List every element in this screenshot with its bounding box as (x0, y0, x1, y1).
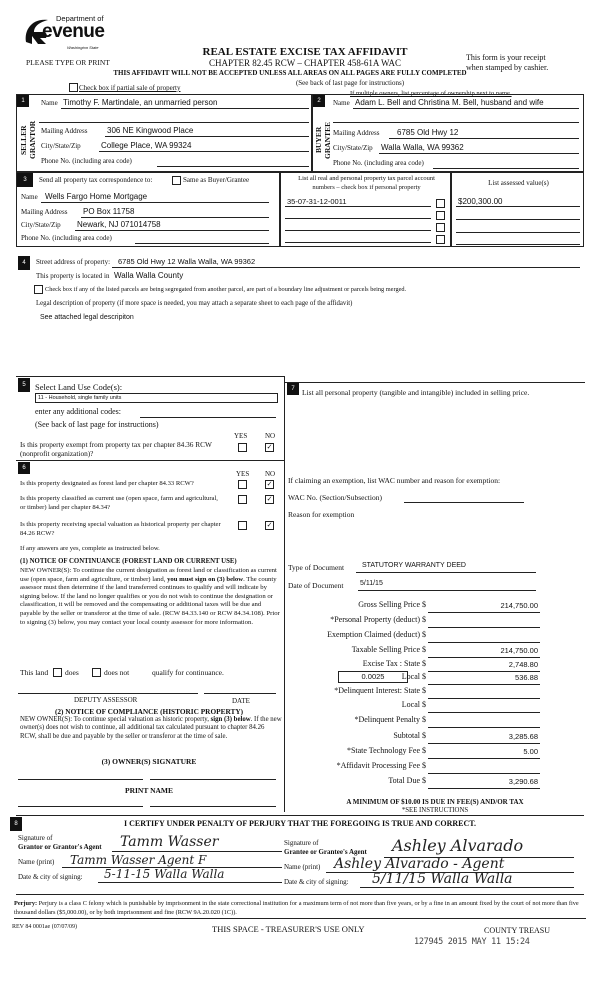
current-use-no-checkbox[interactable]: ✓ (266, 495, 273, 503)
partial-sale-checkbox[interactable] (69, 83, 78, 92)
section-badge-5: 5 (18, 378, 30, 392)
delinquent-interest-state-field[interactable] (428, 698, 540, 699)
personal-property-checkbox-4[interactable] (436, 235, 445, 244)
forest-yes-checkbox[interactable] (238, 480, 247, 489)
multiple-owners-note: If multiple owners, list percentage of ownership next to name. (350, 90, 512, 97)
street-address-label: Street address of property: (36, 258, 111, 266)
assessed-value-2[interactable] (456, 210, 580, 220)
buyer-city-label: City/State/Zip (333, 144, 373, 152)
subtotal-field[interactable]: 3,285.68 (508, 732, 538, 741)
reason-label: Reason for exemption (288, 510, 355, 519)
excise-tax-local-field[interactable]: 536.88 (515, 673, 538, 682)
wac-number-field[interactable] (404, 493, 524, 503)
owner-signature-line-1[interactable] (18, 770, 143, 780)
logo-revenue: evenue (42, 21, 105, 42)
notice-continuance-title: (1) NOTICE OF CONTINUANCE (FOREST LAND OR CURRENT USE) (20, 558, 237, 565)
wac-label: WAC No. (Section/Subsection) (288, 493, 382, 502)
parcel-number-3[interactable] (285, 221, 431, 231)
street-address-field[interactable]: 6785 Old Hwy 12 Walla Walla, WA 99362 (118, 257, 256, 266)
corr-city-field[interactable]: Newark, NJ 071014758 (77, 220, 161, 229)
land-use-select[interactable]: 11 - Household, single family units (35, 393, 278, 403)
buyer-phone-label: Phone No. (including area code) (333, 159, 424, 167)
additional-codes-label: enter any additional codes: (35, 407, 121, 416)
yes-header-6: YES (236, 470, 250, 478)
seller-city-label: City/State/Zip (41, 142, 81, 150)
exemption-label: If claiming an exemption, list WAC number and reason for exemption: (288, 476, 501, 485)
section-badge-6: 6 (18, 462, 30, 474)
historical-question: Is this property receiving special valuation as historical property per chapter 84.26 RCW? (20, 521, 221, 537)
if-yes-note: If any answers are yes, complete as instructed below. (20, 545, 160, 552)
section-badge-4: 4 (18, 256, 30, 270)
affidavit-processing-fee-row: *Affidavit Processing Fee $ (288, 761, 540, 774)
print-name-label: PRINT NAME (125, 786, 173, 795)
grantor-date-label: Date & city of signing: (18, 873, 83, 881)
delinquent-interest-local-row: Local $ (288, 700, 540, 713)
partial-sale-label: Check box if partial sale of property (79, 84, 181, 92)
notice-continuance-body: NEW OWNER(S): To continue the current designation as forest land or classification as current use (open space, farm and agriculture, or timber) land, you must sign on (3) below. The county assessor must then determine if the land transferred continues to qualify and will indicate by signing below. If the land no longer qualifies or you do not wish to continue the designation or classification, it will be removed and the compensating or additional taxes will be due and payable by the seller or transferor at the time of sale. (RCW 84.33.140 or RCW 84.34.108). Prior to signing (3) below, you may contact your local county assessor for more information. (20, 567, 280, 626)
exempt-yes-checkbox[interactable] (238, 443, 247, 452)
assessed-value-1[interactable]: $200,300.00 (458, 197, 503, 206)
parcel-table (280, 172, 451, 247)
located-in-label: This property is located in (36, 272, 110, 280)
same-as-buyer-checkbox[interactable] (172, 176, 181, 185)
cashier-stamp: 127945 2015 MAY 11 15:24 (414, 937, 530, 947)
state-technology-fee-row: *State Technology Fee $ 5.00 (288, 746, 540, 759)
no-header-5: NO (265, 432, 276, 440)
owner-signature-line-2[interactable] (150, 770, 276, 780)
grantor-sig-label-2: Grantor or Grantor's Agent (18, 843, 102, 851)
legal-description-label: Legal description of property (if more space is needed, you may attach a separate sheet to each page of the affidavit) (36, 300, 353, 307)
exemption-claimed-field[interactable] (428, 642, 540, 643)
seller-mailing-field[interactable]: 306 NE Kingwood Place (107, 126, 194, 135)
buyer-grantee-label: BUYER GRANTEE (314, 121, 332, 159)
seller-phone-field[interactable] (157, 157, 309, 167)
grantor-name-field[interactable]: Tamm Wasser Agent F (70, 853, 207, 867)
personal-property-checkbox-2[interactable] (436, 211, 445, 220)
exempt-no-checkbox[interactable]: ✓ (266, 443, 273, 451)
grantee-sig-label-2: Grantee or Grantee's Agent (284, 848, 367, 856)
same-as-buyer-label: Same as Buyer/Grantee (183, 176, 250, 184)
grantor-date-field[interactable]: 5-11-15 Walla Walla (104, 867, 225, 881)
parcel-header-1: List all real and personal property tax parcel account (298, 175, 435, 182)
grantee-signature-field[interactable]: Ashley Alvarado (392, 836, 524, 855)
section-badge-2: 2 (313, 95, 325, 107)
state-technology-fee-field[interactable]: 5.00 (523, 747, 538, 756)
seller-name-label: Name (41, 99, 58, 107)
perjury-notice: Perjury: Perjury is a class C felony which is punishable by imprisonment in the state correctional institution for a maximum term of not more than five years, or by a fine in an amount fixed by the court of not more than five thousand dollars ($5,000.00), or by both imprisonment and fine (RCW 9A.20.020 (1C)). (14, 899, 586, 919)
taxable-selling-price-field[interactable]: 214,750.00 (500, 646, 538, 655)
total-due-row: Total Due $ 3,290.68 (288, 776, 540, 789)
receipt-note-2: when stamped by cashier. (466, 63, 549, 72)
additional-codes-field[interactable] (140, 407, 276, 418)
print-name-line-2[interactable] (150, 797, 276, 807)
assessed-values (451, 172, 584, 247)
see-back-note: (See back of last page for instructions) (295, 79, 405, 87)
form-warning: THIS AFFIDAVIT WILL NOT BE ACCEPTED UNLESS ALL AREAS ON ALL PAGES ARE FULLY COMPLETED (113, 69, 467, 77)
does-qualify-checkbox[interactable] (53, 668, 62, 677)
buyer-mailing-field[interactable]: 6785 Old Hwy 12 (397, 128, 459, 137)
owner-signature-label: (3) OWNER(S) SIGNATURE (101, 757, 197, 766)
personal-property-checkbox-3[interactable] (436, 223, 445, 232)
grantor-sig-label-1: Signature of (18, 834, 53, 842)
section-badge-7: 7 (287, 383, 299, 395)
certify-statement: I CERTIFY UNDER PENALTY OF PERJURY THAT THE FOREGOING IS TRUE AND CORRECT. (123, 819, 476, 828)
reason-field[interactable] (290, 522, 570, 552)
corr-phone-label: Phone No. (including area code) (21, 234, 112, 242)
forest-land-question: Is this property designated as forest land per chapter 84.33 RCW? (20, 480, 194, 487)
delinquent-penalty-field[interactable] (428, 727, 540, 728)
buyer-name-field[interactable]: Adam L. Bell and Christina M. Bell, husband and wife (355, 98, 544, 107)
personal-property-label: List all personal property (tangible and intangible) included in selling price. (302, 388, 530, 397)
doc-date-field[interactable]: 5/11/15 (360, 580, 383, 587)
buyer-mailing-label: Mailing Address (333, 129, 380, 137)
segregated-checkbox[interactable] (34, 285, 43, 294)
parcel-number-2[interactable] (285, 209, 431, 219)
section-3-correspondence (16, 172, 280, 247)
deputy-assessor-signature[interactable] (18, 684, 198, 694)
corr-name-label: Name (21, 193, 38, 201)
subtotal-row: Subtotal $ 3,285.68 (288, 731, 540, 744)
form-id: REV 84 0001ae (07/07/09) (12, 924, 78, 930)
seller-name-field[interactable]: Timothy F. Martindale, an unmarried person (63, 98, 218, 107)
section-1-seller (16, 94, 312, 172)
parcel-number-1[interactable]: 35-07-31-12-0011 (287, 197, 347, 206)
taxable-selling-price-row: Taxable Selling Price $ 214,750.00 (288, 645, 540, 658)
personal-property-checkbox-1[interactable] (436, 199, 445, 208)
section-badge-1: 1 (17, 95, 29, 107)
assessed-value-3[interactable] (456, 223, 580, 233)
total-due-field[interactable]: 3,290.68 (508, 777, 538, 786)
doc-date-label: Date of Document (288, 581, 344, 590)
logo-department: Department of (56, 14, 104, 23)
receipt-note-1: This form is your receipt (466, 53, 546, 62)
seller-grantor-label: SELLER GRANTOR (19, 120, 37, 160)
section-2-buyer (312, 94, 584, 172)
treasurer-space-label: THIS SPACE - TREASURER'S USE ONLY (212, 924, 365, 934)
gross-selling-price-field[interactable]: 214,750.00 (500, 601, 538, 610)
yes-header-5: YES (234, 432, 248, 440)
corr-phone-field[interactable] (135, 234, 269, 244)
qualify-label: qualify for continuance. (152, 668, 224, 677)
minimum-due-note: A MINIMUM OF $10.00 IS DUE IN FEE(S) AND/OR TAX (346, 798, 524, 806)
does-label: does (65, 668, 79, 677)
corr-mailing-field[interactable]: PO Box 11758 (83, 207, 135, 216)
section-badge-8: 8 (10, 817, 22, 831)
personal-property-area[interactable] (290, 412, 580, 462)
notice-compliance-body: NEW OWNER(S): To continue special valuation as historic property, sign (3) below. If the new owner(s) does not wish to continue, all additional tax calculated pursuant to chapter 84.26 RCW, shall be due and payable by the seller or transferor at the time of sale. (20, 716, 282, 740)
legal-description-field[interactable]: See attached legal descripiton (40, 314, 134, 321)
corr-city-label: City/State/Zip (21, 221, 61, 229)
gross-selling-price-row: Gross Selling Price $ 214,750.00 (288, 600, 540, 613)
form-title: REAL ESTATE EXCISE TAX AFFIDAVIT (202, 46, 408, 58)
doc-type-field[interactable]: STATUTORY WARRANTY DEED (362, 562, 466, 569)
excise-tax-state-row: Excise Tax : State $ 2,748.80 (288, 659, 540, 672)
seller-mailing-label: Mailing Address (41, 127, 88, 135)
section-badge-3: 3 (17, 173, 33, 187)
forest-no-checkbox[interactable]: ✓ (266, 480, 273, 488)
assessed-header: List assessed value(s) (488, 179, 549, 187)
logo-state: Washington State (67, 45, 99, 50)
doc-type-label: Type of Document (288, 563, 345, 572)
seller-phone-label: Phone No. (including area code) (41, 157, 132, 165)
does-not-label: does not (104, 668, 130, 677)
buyer-phone-field[interactable] (433, 159, 579, 169)
current-use-question: Is this property classified as current use (open space, farm and agricultural, or timber) land per chapter 84.34? (20, 495, 218, 511)
no-header-6: NO (265, 470, 276, 478)
grantee-date-label: Date & city of signing: (284, 878, 349, 886)
historical-yes-checkbox[interactable] (238, 521, 247, 530)
historical-no-checkbox[interactable]: ✓ (266, 521, 273, 529)
does-not-qualify-checkbox[interactable] (92, 668, 101, 677)
current-use-yes-checkbox[interactable] (238, 495, 247, 504)
corr-mailing-label: Mailing Address (21, 208, 68, 216)
deputy-assessor-date[interactable] (204, 684, 276, 694)
deputy-assessor-label: DEPUTY ASSESSOR (74, 696, 138, 704)
grantee-date-field[interactable]: 5/11/15 Walla Walla (372, 871, 513, 887)
buyer-city-field[interactable]: Walla Walla, WA 99362 (381, 143, 464, 152)
grantor-name-label: Name (print) (18, 858, 55, 866)
delinquent-interest-state-row: *Delinquent Interest: State $ (288, 686, 540, 699)
exempt-question: Is this property exempt from property tax per chapter 84.36 RCW (nonprofit organization)? (20, 440, 212, 458)
county-treasurer-label: COUNTY TREASU (484, 926, 551, 935)
form-subtitle: CHAPTER 82.45 RCW – CHAPTER 458-61A WAC (209, 58, 401, 68)
grantor-signature-field[interactable]: Tamm Wasser (120, 834, 219, 850)
seller-city-field[interactable]: College Place, WA 99324 (101, 141, 192, 150)
personal-property-deduct-field[interactable] (428, 627, 540, 628)
county-field[interactable]: Walla Walla County (114, 271, 184, 280)
grantee-sig-label-1: Signature of (284, 839, 319, 847)
excise-tax-state-field[interactable]: 2,748.80 (508, 660, 538, 669)
please-type: PLEASE TYPE OR PRINT (26, 58, 110, 67)
parcel-header-2: numbers – check box if personal property (312, 184, 421, 191)
parcel-number-4[interactable] (285, 233, 431, 243)
dor-logo (22, 10, 108, 56)
personal-property-deduct-row: *Personal Property (deduct) $ (288, 615, 540, 628)
this-land-label: This land (20, 668, 49, 677)
send-correspondence-label: Send all property tax correspondence to: (39, 176, 153, 184)
delinquent-penalty-row: *Delinquent Penalty $ (288, 715, 540, 728)
buyer-name-label: Name (333, 99, 350, 107)
section-6-divider (16, 460, 285, 461)
assessed-value-4[interactable] (456, 235, 580, 245)
grantee-name-label: Name (print) (284, 863, 321, 871)
corr-name-field[interactable]: Wells Fargo Home Mortgage (45, 192, 148, 201)
grantee-name-field[interactable]: Ashley Alvarado - Agent (334, 856, 505, 872)
affidavit-processing-fee-field[interactable] (428, 773, 540, 774)
print-name-line-1[interactable] (18, 797, 143, 807)
local-rate-field[interactable]: 0.0025 (338, 671, 408, 683)
excise-tax-local-row: Local $ 536.88 (288, 672, 540, 685)
right-column-border (285, 382, 585, 383)
notice-compliance-title: (2) NOTICE OF COMPLIANCE (HISTORIC PROPERTY) (54, 707, 244, 716)
exemption-claimed-row: Exemption Claimed (deduct) $ (288, 630, 540, 643)
delinquent-interest-local-field[interactable] (428, 712, 540, 713)
see-back-instructions: (See back of last page for instructions) (35, 420, 159, 429)
see-instructions-note: *SEE INSTRUCTIONS (401, 807, 469, 814)
date-label: DATE (232, 697, 250, 705)
segregated-label: Check box if any of the listed parcels are being segregated from another parcel, are part of a boundary line adjustment or parcels being merged. (45, 286, 407, 293)
land-use-label: Select Land Use Code(s): (35, 382, 123, 392)
